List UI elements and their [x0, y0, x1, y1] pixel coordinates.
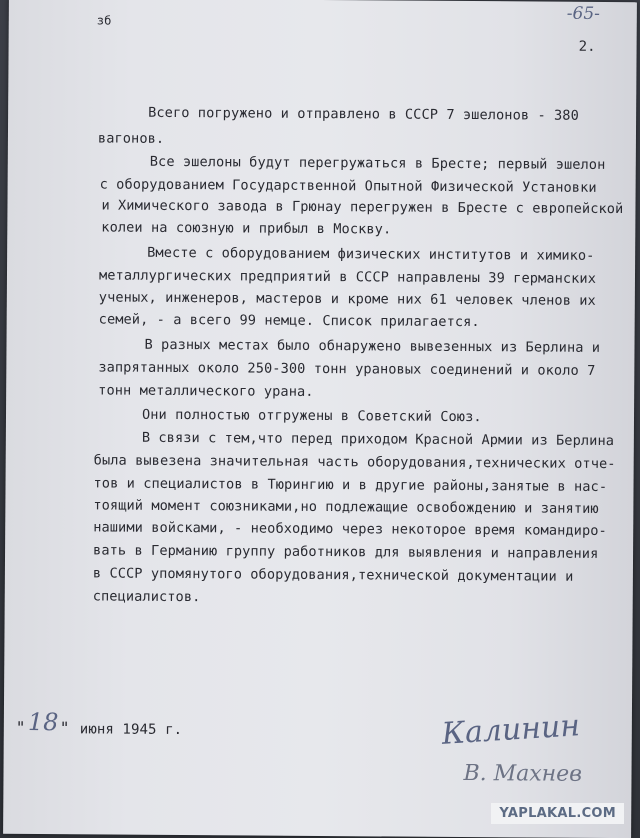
- body-line: в СССР упомянутого оборудования,технической документации и: [92, 565, 574, 585]
- body-line: тов и специалистов в Тюрингию и в другие районы,занятые в нас-: [93, 475, 608, 496]
- archive-page-number: -65-: [566, 3, 601, 24]
- body-line: ученых, инженеров, мастеров и кроме них 61 человек членов их: [98, 289, 596, 309]
- body-line: и Химического завода в Грюнау перегружен в Бресте с европейской: [101, 197, 624, 218]
- body-line: В разных местах было обнаружено вывезенных из Берлина и: [144, 336, 601, 356]
- body-line: с оборудованием Государственной Опытной Физической Установки: [99, 176, 597, 196]
- body-line: семей, - а всего 99 немце. Список прилагается.: [98, 311, 480, 331]
- body-line: Вместе с оборудованием физических институтов и химико-: [147, 244, 595, 264]
- body-line: Они полностью отгружены в Советский Союз.: [141, 406, 482, 426]
- archive-mark: зб: [96, 13, 112, 28]
- body-line: запрятанных около 250-300 тонн урановых соединений и около 7: [98, 359, 596, 379]
- date-close-quote: ": [59, 718, 70, 738]
- body-line: специалистов.: [92, 588, 201, 606]
- body-line: была вывезена значительная часть оборудования,технических отче-: [93, 452, 616, 473]
- date-open-quote: ": [15, 717, 26, 737]
- site-watermark: YAPLAKAL.COM: [491, 803, 624, 824]
- body-line: вагонов.: [97, 130, 165, 147]
- name-note: В. Махнев: [463, 761, 583, 787]
- body-line: вать в Германию группу работников для выявления и направления: [93, 542, 599, 562]
- body-line: тонн металлического урана.: [98, 382, 314, 400]
- date-day: 18: [27, 707, 59, 737]
- body-line: Всего погружено и отправлено в СССР 7 эшелонов - 380: [148, 104, 579, 124]
- body-line: колеи на союзную и прибыл в Москву.: [101, 219, 392, 238]
- date-month-year: июня 1945 г.: [79, 721, 183, 739]
- body-line: Все эшелоны будут перегружаться в Бресте; первый эшелон: [149, 153, 606, 173]
- page-number: 2.: [578, 38, 596, 55]
- document-page: [3, 0, 637, 838]
- signature: Калинин: [440, 708, 581, 752]
- body-line: металлургических предприятий в СССР направлены 39 германских: [98, 267, 597, 287]
- body-line: В связи с тем,что перед приходом Красной Армии из Берлина: [141, 429, 615, 450]
- body-line: тоящий момент союзниками,но подлежащие освобождению и занятию: [93, 497, 599, 517]
- body-line: нашими войсками, - необходимо через некоторое время командиро-: [93, 519, 607, 540]
